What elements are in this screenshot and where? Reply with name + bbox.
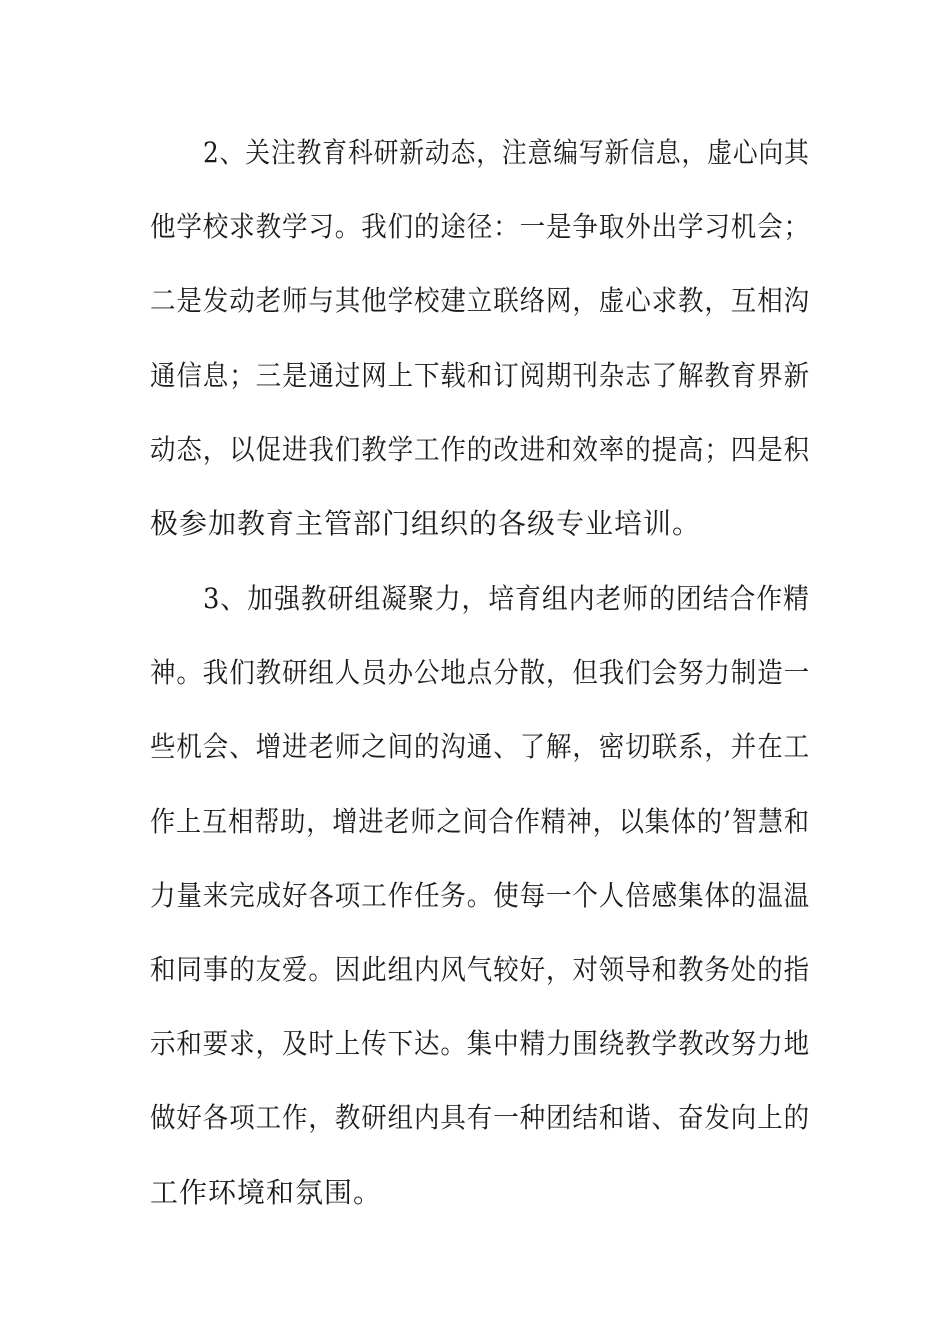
text-line: 他学校求教学习。我们的途径：一是争取外出学习机会；: [150, 210, 811, 243]
text-line: 神。我们教研组人员办公地点分散，但我们会努力制造一: [150, 656, 811, 689]
text-line: 做好各项工作，教研组内具有一种团结和谐、奋发向上的: [150, 1101, 811, 1134]
text-line: 力量来完成好各项工作任务。使每一个人倍感集体的温温: [150, 879, 811, 912]
text-line: 3、加强教研组凝聚力，培育组内老师的团结合作精: [203, 582, 810, 615]
text-line: 和同事的友爱。因此组内风气较好，对领导和教务处的指: [150, 953, 811, 986]
text-line: 通信息；三是通过网上下载和订阅期刊杂志了解教育界新: [150, 359, 811, 392]
text-line: 工作环境和氛围。: [150, 1176, 383, 1209]
text-line: 示和要求，及时上传下达。集中精力围绕教学教改努力地: [150, 1027, 811, 1060]
text-line: 动态，以促进我们教学工作的改进和效率的提高；四是积: [150, 433, 811, 466]
text-line: 极参加教育主管部门组织的各级专业培训。: [150, 507, 702, 540]
text-line: 2、关注教育科研新动态，注意编写新信息，虚心向其: [203, 136, 810, 169]
text-line: 些机会、增进老师之间的沟通、了解，密切联系，并在工: [150, 730, 811, 763]
text-line: 二是发动老师与其他学校建立联络网，虚心求教，互相沟: [150, 284, 811, 317]
text-line: 作上互相帮助，增进老师之间合作精神，以集体的’智慧和: [150, 805, 810, 838]
